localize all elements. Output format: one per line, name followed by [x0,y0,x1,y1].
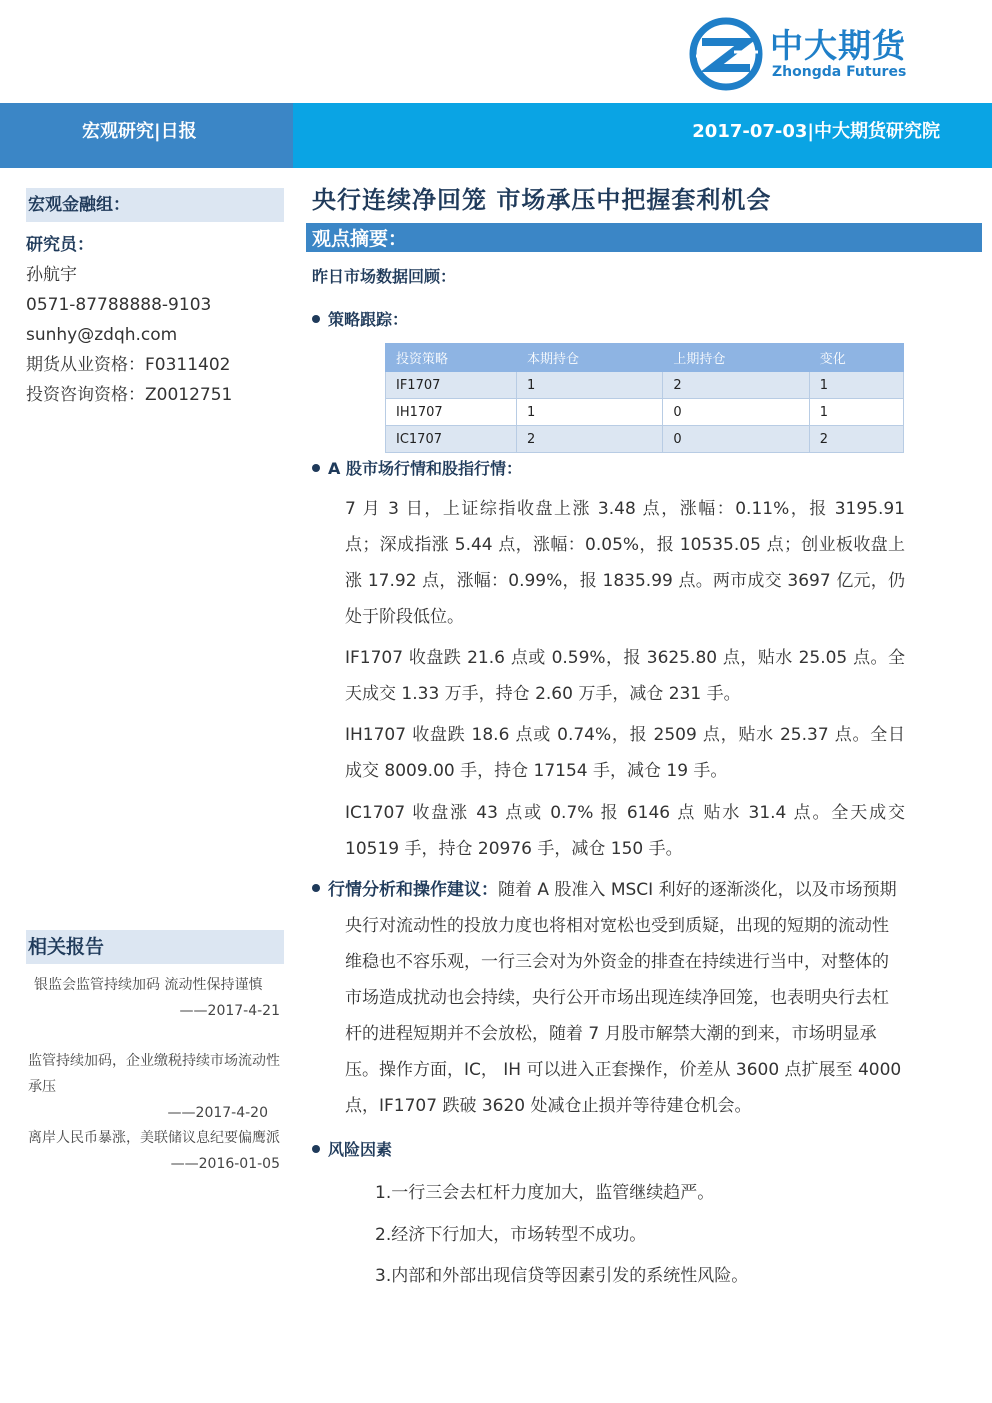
report-date-source: 2017-07-03|中大期货研究院 [692,121,940,142]
ic-paragraph: IC1707 收盘涨 43 点或 0.7% 报 6146 点 贴水 31.4 点。全天成交 10519 手，持仓 20976 手，减仓 150 手。 [345,803,905,859]
futures-qualification: 期货从业资格：F0311402 [26,355,231,375]
bullet-icon [312,884,320,892]
bullet-icon [312,464,320,472]
table-cell: IH1707 [386,399,517,426]
table-header-cell: 投资策略 [386,344,517,372]
researcher-label: 研究员： [26,235,94,255]
related-report-title: 离岸人民币暴涨，美联储议息纪要偏鹰派 [28,1130,280,1146]
related-report-title: 银监会监管持续加码 流动性保持谨慎 [34,977,263,993]
table-cell: 2 [663,372,809,399]
table-cell: 2 [517,426,663,453]
abstract-heading: 观点摘要： [312,228,408,250]
report-category: 宏观研究|日报 [82,121,197,142]
risk-heading: 风险因素 [312,1137,392,1160]
strategy-heading: 策略跟踪： [312,307,408,330]
analysis-section [312,872,905,1124]
zhongda-z-logo-icon [688,16,764,92]
researcher-email[interactable]: sunhy@zdqh.com [26,325,178,345]
table-cell: 1 [809,372,903,399]
related-report-date: ——2016-01-05 [170,1156,280,1172]
ih-paragraph: IH1707 收盘跌 18.6 点或 0.74%，报 2509 点，贴水 25.37 点。全日成交 8009.00 手，持仓 17154 手，减仓 19 手。 [345,725,905,781]
table-header-cell: 上期持仓 [663,344,809,372]
table-header-cell: 本期持仓 [517,344,663,372]
table-cell: 2 [809,426,903,453]
researcher-phone: 0571-87788888-9103 [26,295,212,315]
related-report-item[interactable] [28,1125,284,1177]
analysis-heading: 行情分析和操作建议： [328,880,498,900]
risk-item: 1.一行三会去杠杆力度加大，监管继续趋严。 [375,1183,715,1203]
related-report-date: ——2017-4-20 [167,1105,268,1121]
logo-chinese-text: 中大期货 [770,26,906,65]
market-review-heading: 昨日市场数据回顾： [312,267,457,286]
related-report-title: 监管持续加码，企业缴税持续市场流动性承压 [28,1053,280,1095]
bullet-icon [312,1145,320,1153]
analysis-text: 随着 A 股准入 MSCI 利好的逐渐淡化，以及市场预期央行对流动性的投放力度也将相对宽松也受到质疑，出现的短期的流动性维稳也不容乐观，一行三会对为外资金的排查在持续进行当中，对整体的市场造成扰动也会持续，央行公开市场出现连续净回笼，也表明央行去杠杆的进程短期并不会放松，随着 7 月股市解禁大潮的到来，市场明显承压。操作方面，IC， IH 可以进入正套操作，价差从 3600 点扩展至 4000 点，IF1707 跌破 3620 处减仓止损并等待建仓机会。 [345,880,902,1116]
related-report-date: ——2017-4-21 [179,1003,280,1019]
table-cell: 1 [517,372,663,399]
bullet-icon [312,315,320,323]
related-report-item[interactable] [28,972,284,1024]
risk-item: 2.经济下行加大，市场转型不成功。 [375,1225,647,1245]
strategy-table [385,343,904,453]
header-band-right [293,103,992,168]
consulting-qualification: 投资咨询资格：Z0012751 [26,385,233,405]
table-cell: 1 [809,399,903,426]
table-row [386,399,904,426]
market-paragraph: 7 月 3 日，上证综指收盘上涨 3.48 点，涨幅：0.11%，报 3195.91 点；深成指涨 5.44 点，涨幅：0.05%，报 10535.05 点；创业板收盘上涨 17.92 点，涨幅：0.99%，报 1835.99 点。两市成交 3697 亿元，仍处于阶段低位。 [345,499,905,627]
related-report-item[interactable] [28,1048,284,1126]
company-logo [688,16,948,92]
table-cell: 0 [663,426,809,453]
table-row [386,372,904,399]
logo-english-text: Zhongda Futures [772,64,907,80]
table-header-row [386,344,904,372]
market-heading: A 股市场行情和股指行情： [312,456,522,479]
table-cell: IF1707 [386,372,517,399]
header-band [0,103,992,168]
researcher-name: 孙航宇 [26,265,77,285]
abstract-bar [306,223,982,252]
related-reports-heading: 相关报告 [26,930,284,964]
risk-item: 3.内部和外部出现信贷等因素引发的系统性风险。 [375,1266,749,1286]
if-paragraph: IF1707 收盘跌 21.6 点或 0.59%，报 3625.80 点，贴水 25.05 点。全天成交 1.33 万手，持仓 2.60 万手，减仓 231 手。 [345,648,905,704]
report-title: 央行连续净回笼 市场承压中把握套利机会 [312,185,772,214]
table-header-cell: 变化 [809,344,903,372]
table-cell: 1 [517,399,663,426]
author-sidebar [26,188,284,410]
related-reports-section [26,930,284,964]
table-cell: 0 [663,399,809,426]
header-band-left [0,103,293,168]
table-cell: IC1707 [386,426,517,453]
table-row [386,426,904,453]
group-heading: 宏观金融组： [26,188,284,222]
